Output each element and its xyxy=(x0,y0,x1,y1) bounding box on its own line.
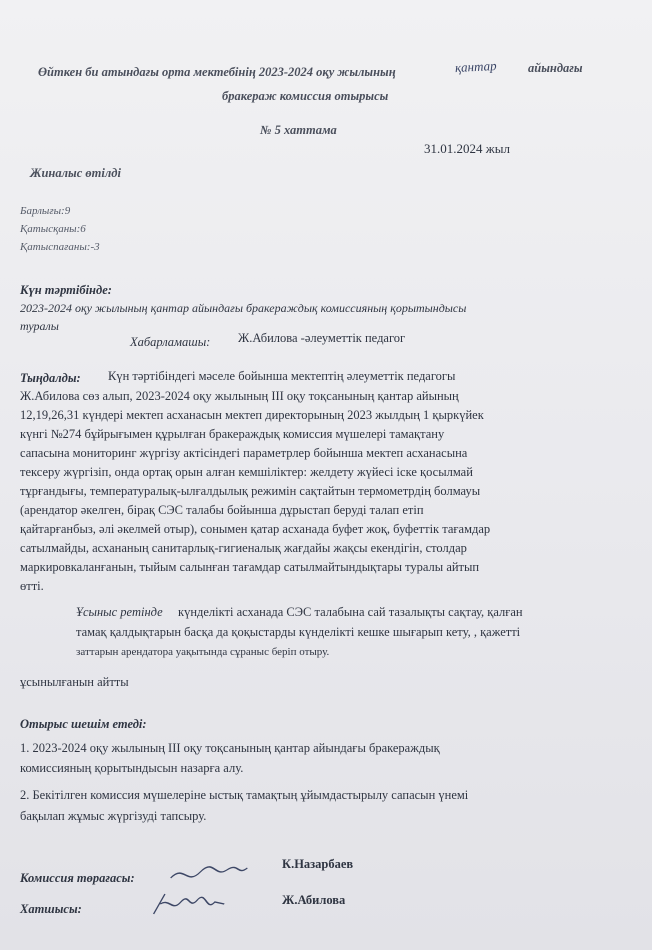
recommendation-text1: күнделікті асханада СЭС талабына сай тазалықты сақтау, қалған xyxy=(178,605,523,619)
secretary-label: Хатшысы: xyxy=(20,902,82,916)
meeting-place: Жиналыс өтілді xyxy=(30,166,121,180)
heard-line: 12,19,26,31 күндері мектеп асханасын мектеп директорының 2023 жылдың 1 қыркүйек xyxy=(20,408,484,422)
heard-line: Күн тәртібіндегі мәселе бойынша мектептің әлеуметтік педагогы xyxy=(108,369,456,383)
heard-line: Ж.Абилова сөз алып, 2023-2024 оқу жылының III оқу тоқсанының қантар айының xyxy=(20,389,459,403)
recommendation-text3: заттарын арендатора уақытында сұраныс беріп отыру. xyxy=(76,646,330,658)
chair-name: К.Назарбаев xyxy=(282,857,354,871)
decision-item2-line2: бақылап жұмыс жүргізуді тапсыру. xyxy=(20,809,207,823)
secretary-signature xyxy=(145,888,234,922)
header-line1-end: айындағы xyxy=(528,61,583,75)
speaker-label: Хабарламашы: xyxy=(130,335,211,349)
decision-heading: Отырыс шешім етеді: xyxy=(20,717,147,731)
header-month-handwritten: қантар xyxy=(454,57,497,76)
decision-item2-line1: 2. Бекітілген комиссия мүшелеріне ыстық тамақтың ұйымдастырылу сапасын үнемі xyxy=(20,788,469,802)
secretary-name: Ж.Абилова xyxy=(282,893,346,907)
decision-item1-line2: комиссияның қорытындысын назарға алу. xyxy=(20,761,244,775)
heard-line: өтті. xyxy=(20,579,44,593)
chair-signature xyxy=(164,858,252,888)
agenda-line2: туралы xyxy=(20,319,59,333)
heard-line: маркировкаланғанын, тыйым салынған тағамдар сатылмайтындықтары туралы айтып xyxy=(20,560,480,574)
heard-line: (арендатор әкелген, бірақ СЭС талабы бойынша дұрыстап беруді талап етіп xyxy=(20,503,424,517)
heard-line: сатылмайды, асхананың санитарлық-гигиеналық жағдайы жақсы екендігін, столдар xyxy=(20,541,467,555)
heard-line: тексеру жүргізіп, онда ортақ орын алған кемшіліктер: желдету жүйесі іске қосылмай xyxy=(20,465,473,479)
heard-line: күнгі №274 бұйрығымен құрылған бракераждық комиссия мүшелері тамақтану xyxy=(20,427,445,441)
protocol-date: 31.01.2024 жыл xyxy=(424,141,510,156)
protocol-number: № 5 хаттама xyxy=(260,123,337,137)
heard-line: тұрғандығы, температуралық-ылғалдылық режимін сақтайтын термометрдің болмауы xyxy=(20,484,481,498)
header-line2: бракераж комиссия отырысы xyxy=(222,89,389,103)
recommendation-label: Ұсыныс ретінде xyxy=(76,605,163,619)
header-line1: Өйткен би атындағы орта мектебінің 2023-2024 оқу жылының xyxy=(38,65,396,79)
heard-line: сапасына мониторинг жүргізу актісіндегі параметрлер бойынша мектеп асханасына xyxy=(20,446,468,460)
chair-label: Комиссия төрағасы: xyxy=(20,871,135,885)
heard-label: Тыңдалды: xyxy=(20,371,81,385)
agenda-heading: Күн тәртібінде: xyxy=(20,283,112,297)
recommendation-text2: тамақ қалдықтарын басқа да қоқыстарды күнделікті кешке шығарып кету, , қажетті xyxy=(76,625,521,639)
heard-line: қайтарғанбыз, әлі әкелмей отыр), сонымен қатар асханада буфет жоқ, буфеттік тағамдар xyxy=(20,522,491,536)
recommendation-closing: ұсынылғанын айтты xyxy=(20,675,129,689)
attendance-absent: Қатыспағаны:-3 xyxy=(20,241,100,253)
decision-item1-line1: 1. 2023-2024 оқу жылының III оқу тоқсанының қантар айындағы бракераждық xyxy=(20,741,440,755)
speaker-name: Ж.Абилова -әлеуметтік педагог xyxy=(238,331,406,345)
attendance-present: Қатысқаны:6 xyxy=(20,223,86,235)
attendance-total: Барлығы:9 xyxy=(20,205,71,217)
agenda-line1: 2023-2024 оқу жылының қантар айындағы бракераждық комиссияның қорытындысы xyxy=(20,301,467,315)
